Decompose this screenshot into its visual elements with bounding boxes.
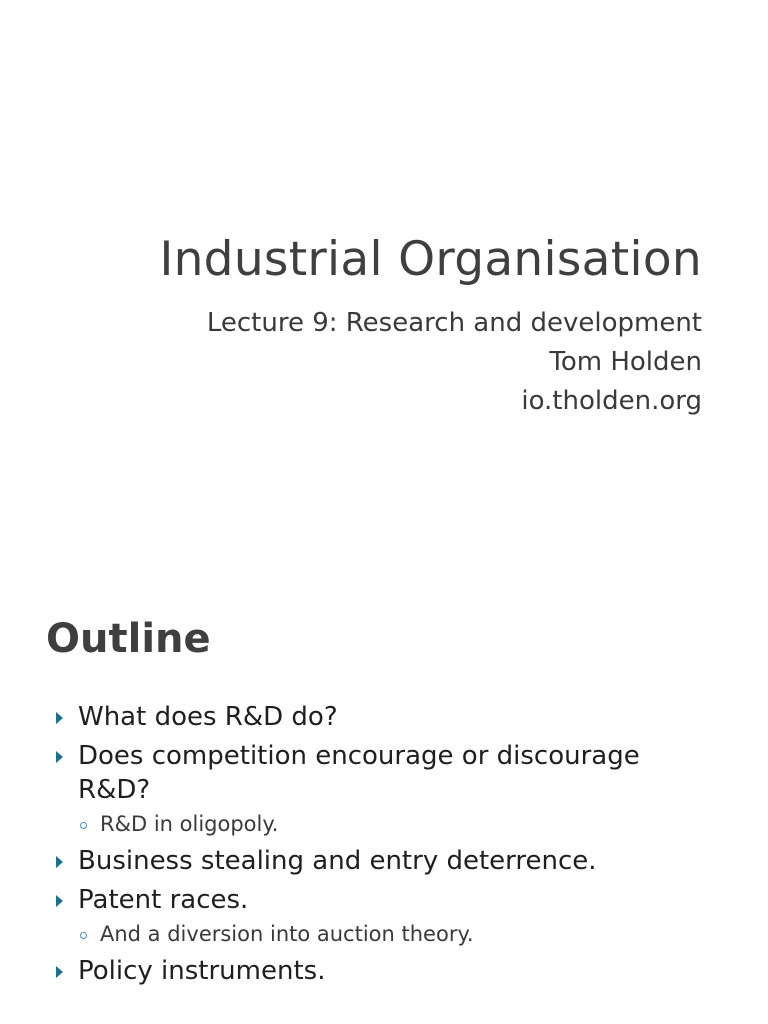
- slide-subtitle: [207, 304, 702, 421]
- outline-subitem-text: R&D in oligopoly.: [100, 812, 279, 836]
- circle-bullet-icon: [80, 932, 87, 939]
- outline-list: [54, 700, 714, 993]
- outline-item: [54, 700, 714, 734]
- lecture-name: Lecture 9: Research and development: [206, 308, 702, 338]
- circle-bullet-icon: [80, 822, 87, 829]
- outline-item-text: Business stealing and entry deterrence.: [78, 846, 597, 876]
- outline-subitem: [54, 920, 714, 948]
- outline-item-text: Patent races.: [78, 885, 249, 915]
- triangle-bullet-icon: [56, 966, 63, 978]
- author-name: Tom Holden: [549, 347, 702, 377]
- triangle-bullet-icon: [56, 856, 63, 868]
- outline-item-text: What does R&D do?: [78, 702, 338, 732]
- triangle-bullet-icon: [56, 895, 63, 907]
- outline-subitem-text: And a diversion into auction theory.: [100, 922, 474, 946]
- outline-subitem: [54, 810, 714, 838]
- outline-item: [54, 739, 714, 807]
- outline-item: [54, 844, 714, 878]
- outline-item-text: Policy instruments.: [78, 956, 326, 986]
- triangle-bullet-icon: [56, 712, 63, 724]
- outline-slide: [0, 600, 768, 1024]
- triangle-bullet-icon: [56, 751, 63, 763]
- outline-item-text: Does competition encourage or discourage R&D?: [78, 741, 640, 805]
- outline-heading: Outline: [46, 616, 211, 662]
- outline-item: [54, 954, 714, 988]
- slide-title: Industrial Organisation: [159, 232, 702, 287]
- outline-item: [54, 883, 714, 917]
- website-link: io.tholden.org: [521, 386, 702, 416]
